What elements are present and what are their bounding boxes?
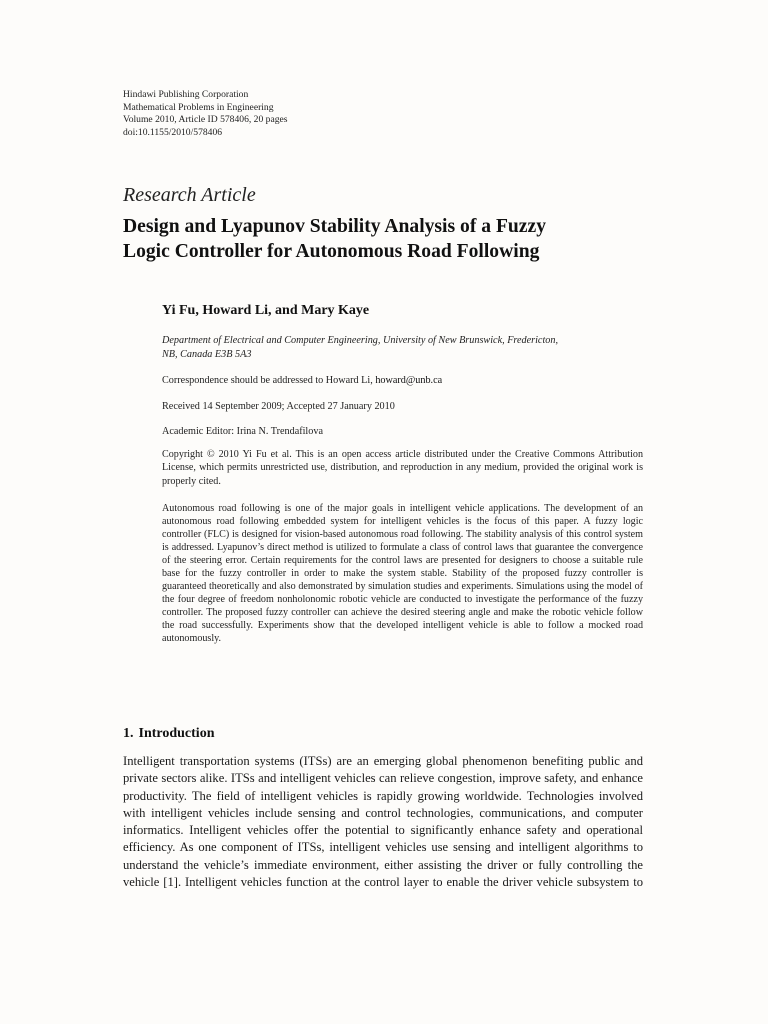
section-heading-introduction (123, 726, 214, 742)
copyright-notice: Copyright © 2010 Yi Fu et al. This is an open access article distributed under the Creative Commons Attribution License, which permits unrestricted use, distribution, and reproduction in any medium, provided the original work is properly cited. (162, 449, 643, 487)
section-number: 1. (123, 726, 134, 741)
received-accepted-dates: Received 14 September 2009; Accepted 27 January 2010 (162, 401, 395, 412)
abstract: Autonomous road following is one of the major goals in intelligent vehicle applications. The development of an autonomous road following embedded system for intelligent vehicles is the focus of this paper. A fuzzy logic controller (FLC) is designed for vision-based autonomous road following. The stability analysis of this control system is addressed. Lyapunov’s direct method is utilized to formulate a class of control laws that guarantee the convergence of the steering error. Certain requirements for the control laws are presented for designers to choose a suitable rule base for the fuzzy controller in order to make the system stable. Stability of the proposed fuzzy controller is guaranteed theoretically and also demonstrated by simulation studies and experiments. Simulations using the model of the four degree of freedom nonholonomic robotic vehicle are conducted to investigate the performance of the fuzzy controller. The proposed fuzzy controller can achieve the desired steering angle and make the robotic vehicle follow the road successfully. Experiments show that the developed intelligent vehicle is able to follow a mocked road autonomously. (162, 503, 643, 644)
journal-header (123, 89, 288, 139)
publisher-line: Hindawi Publishing Corporation (123, 89, 249, 100)
correspondence (162, 375, 442, 386)
correspondence-text: Correspondence should be addressed to Howard Li, (162, 375, 376, 386)
correspondence-email-link[interactable]: howard@unb.ca (375, 375, 443, 386)
article-type: Research Article (123, 184, 256, 206)
authors: Yi Fu, Howard Li, and Mary Kaye (162, 303, 370, 318)
title-line-1: Design and Lyapunov Stability Analysis of a Fuzzy (123, 216, 546, 237)
affiliation-line-1: Department of Electrical and Computer Engineering, University of New Brunswick, Fredericton, (162, 335, 559, 346)
volume-line: Volume 2010, Article ID 578406, 20 pages (123, 114, 288, 125)
affiliation (162, 334, 558, 361)
section-title: Introduction (138, 726, 215, 741)
title-line-2: Logic Controller for Autonomous Road Following (123, 241, 540, 262)
journal-line: Mathematical Problems in Engineering (123, 101, 274, 113)
paper-title (123, 214, 663, 264)
academic-editor: Academic Editor: Irina N. Trendafilova (162, 426, 323, 437)
affiliation-line-2: NB, Canada E3B 5A3 (162, 348, 252, 360)
doi-line: doi:10.1155/2010/578406 (123, 126, 223, 138)
introduction-paragraph: Intelligent transportation systems (ITSs) are an emerging global phenomenon benefiting public and private sectors alike. ITSs and intelligent vehicles can relieve congestion, improve safety, and enhance productivity. The field of intelligent vehicles is rapidly growing worldwide. Technologies involved with intelligent vehicles include sensing and control technologies, communications, and computer informatics. Intelligent vehicles offer the potential to significantly enhance safety and operational efficiency. As one component of ITSs, intelligent vehicles use sensing and intelligent algorithms to understand the vehicle’s immediate environment, either assisting the driver or fully controlling the vehicle [1]. Intelligent vehicles function at the control layer to enable the driver vehicle subsystem to (123, 754, 643, 890)
